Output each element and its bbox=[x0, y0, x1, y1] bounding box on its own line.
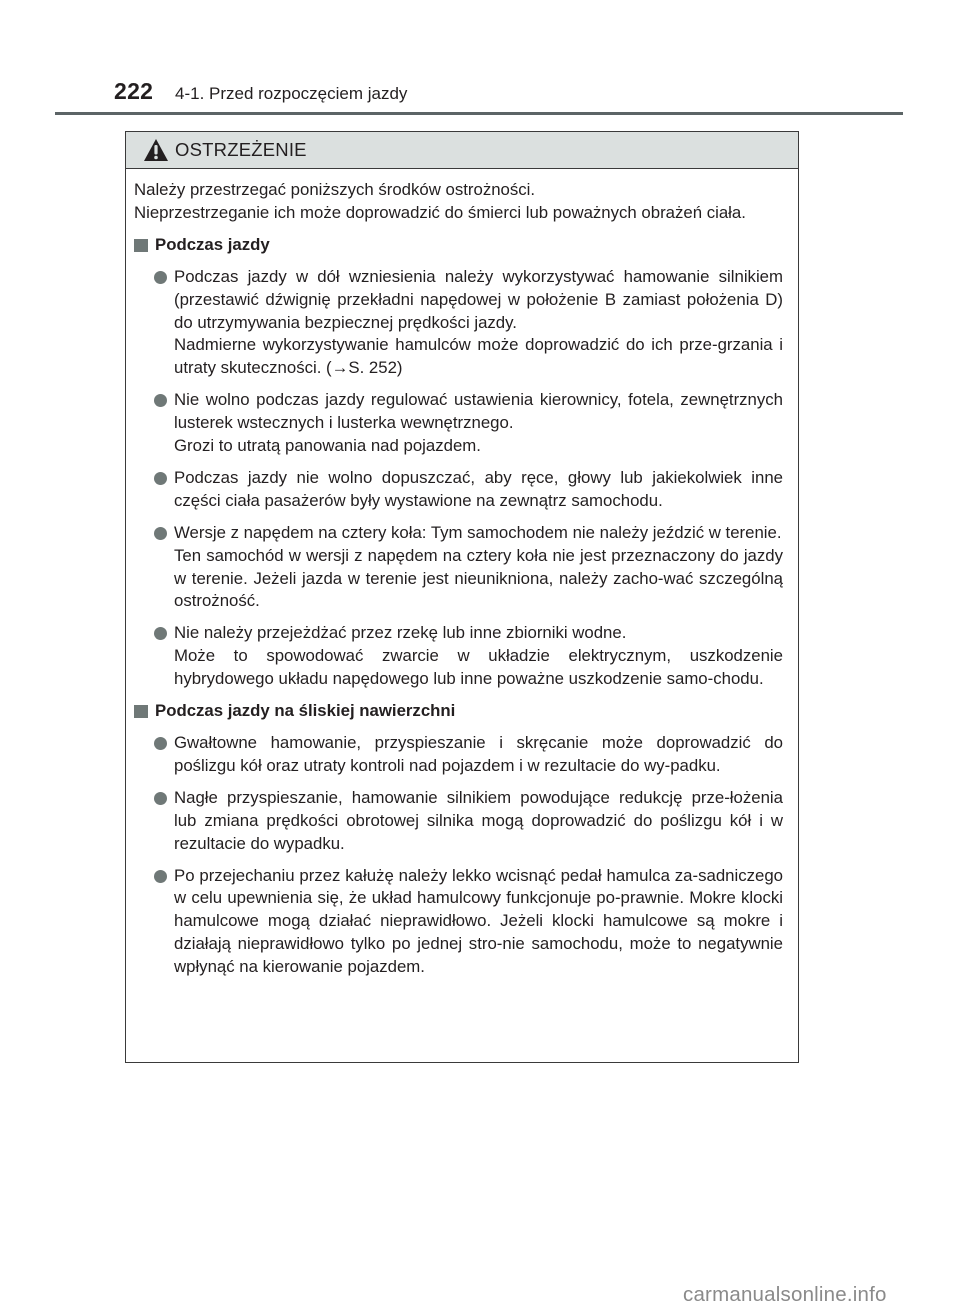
intro-line: Należy przestrzegać poniższych środków ostrożności. bbox=[134, 180, 536, 199]
bullet-text: Nadmierne wykorzystywanie hamulców może doprowadzić do ich prze-grzania i utraty skuteczności. (→S. 252) bbox=[174, 335, 783, 378]
warning-triangle-icon bbox=[143, 138, 169, 162]
bullet-text: Nie wolno podczas jazdy regulować ustawienia kierownicy, fotela, zewnętrznych lusterek wstecznych i lusterka wewnętrznego. bbox=[174, 390, 783, 433]
square-bullet-icon bbox=[134, 239, 148, 252]
page-number: 222 bbox=[114, 78, 154, 104]
bullet-text: Wersje z napędem na cztery koła: Tym samochodem nie należy jeździć w terenie. bbox=[174, 522, 782, 542]
section-driving bbox=[134, 234, 783, 691]
bullet-item bbox=[134, 787, 783, 856]
bullet-text: Może to spowodować zwarcie w układzie elektrycznym, uszkodzenie hybrydowego układu napędowego lub inne poważne uszkodzenie samo-chodu. bbox=[174, 646, 783, 689]
header-divider bbox=[55, 112, 903, 115]
section-slippery-surface bbox=[134, 700, 783, 979]
bullet-item bbox=[134, 467, 783, 513]
intro-line: Nieprzestrzeganie ich może doprowadzić do śmierci lub poważnych obrażeń ciała. bbox=[134, 202, 746, 222]
bullet-text: Nie należy przejeżdżać przez rzekę lub inne zbiorniki wodne. bbox=[174, 623, 627, 643]
warning-title: OSTRZEŻENIE bbox=[175, 139, 307, 160]
bullet-text: Po przejechaniu przez kałużę należy lekko wcisnąć pedał hamulca za-sadniczego w celu upewnienia się, że układ hamulcowy funkcjonuje po-prawnie. Mokre klocki hamulcowe mogą działać nieprawidłowo. Jeżeli klocki hamulcowe są mokre i działają nieprawidłowo tylko po jednej stro-nie samochodu, może to negatywnie wpłynąć na kierowanie pojazdem. bbox=[174, 865, 783, 977]
bullet-item bbox=[134, 522, 783, 614]
section-title: 4-1. Przed rozpoczęciem jazdy bbox=[175, 84, 408, 103]
bullet-text: Gwałtowne hamowanie, przyspieszanie i skręcanie może doprowadzić do poślizgu kół oraz utraty kontroli nad pojazdem i w rezultacie do wy-padku. bbox=[174, 733, 783, 775]
watermark[interactable]: carmanualsonline.info bbox=[683, 1283, 887, 1306]
warning-header bbox=[126, 132, 798, 169]
section-heading-text: Podczas jazdy na śliskiej nawierzchni bbox=[155, 701, 456, 721]
warning-box bbox=[125, 131, 799, 1063]
warning-body bbox=[126, 169, 798, 979]
bullet-item bbox=[134, 389, 783, 458]
bullet-text: Podczas jazdy w dół wzniesienia należy wykorzystywać hamowanie silnikiem (przestawić dźwignię przekładni napędowej w położenie B zamiast położenia D) do utrzymywania bezpiecznej prędkości jazdy. bbox=[174, 266, 783, 332]
bullet-text: Nagłe przyspieszanie, hamowanie silnikiem powodujące redukcję prze-łożenia lub zmiana prędkości obrotowej silnika mogą doprowadzić do poślizgu kół i w rezultacie do wypadku. bbox=[174, 787, 783, 853]
bullet-item bbox=[134, 622, 783, 691]
section-heading bbox=[134, 234, 783, 257]
square-bullet-icon bbox=[134, 705, 148, 718]
section-heading bbox=[134, 700, 783, 723]
bullet-text: Ten samochód w wersji z napędem na cztery koła nie jest przeznaczony do jazdy w terenie. Jeżeli jazda w terenie jest nieunikniona, należy zacho-wać szczególną ostrożność. bbox=[174, 545, 783, 611]
warning-intro bbox=[134, 179, 783, 225]
bullet-text: Podczas jazdy nie wolno dopuszczać, aby ręce, głowy lub jakiekolwiek inne części ciała pasażerów były wystawione na zewnątrz samochodu. bbox=[174, 467, 783, 510]
section-heading-text: Podczas jazdy bbox=[155, 234, 270, 254]
bullet-text: Grozi to utratą panowania nad pojazdem. bbox=[174, 436, 481, 456]
bullet-item bbox=[134, 865, 783, 980]
bullet-item bbox=[134, 732, 783, 778]
bullet-item bbox=[134, 266, 783, 381]
